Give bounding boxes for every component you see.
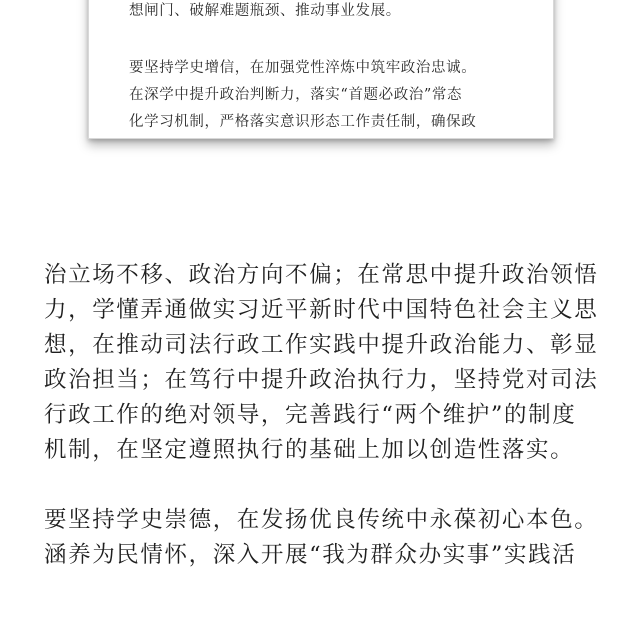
- article-paragraph-1: [44, 258, 604, 468]
- card-paragraph-1: [129, 0, 529, 25]
- article-line: 政治担当；在笃行中提升政治执行力，坚持党对司法: [44, 367, 599, 393]
- card-line: 要坚持学史增信，在加强党性淬炼中筑牢政治忠诚。: [129, 60, 477, 76]
- card-frame: [88, 0, 554, 139]
- article-line: 机制，在坚定遵照执行的基础上加以创造性落实。: [44, 437, 575, 463]
- article-paragraph-2: [44, 503, 604, 573]
- article-line: 要坚持学史崇德，在发扬优良传统中永葆初心本色。: [44, 507, 599, 533]
- article-line: 想，在推动司法行政工作实践中提升政治能力、彰显: [44, 332, 599, 358]
- article-line: 治立场不移、政治方向不偏；在常思中提升政治领悟: [44, 262, 599, 288]
- card-line: 在深学中提升政治判断力，落实“首题必政治”常态: [129, 87, 463, 103]
- card-line: 想闸门、破解难题瓶颈、推动事业发展。: [129, 3, 401, 19]
- quoted-image-card: [88, 0, 552, 138]
- article-line: 行政工作的绝对领导，完善践行“两个维护”的制度: [44, 402, 577, 428]
- card-line: 化学习机制，严格落实意识形态工作责任制，确保政: [129, 114, 477, 130]
- article-line: 涵养为民情怀，深入开展“我为群众办实事”实践活: [44, 542, 577, 568]
- card-paragraph-2: [129, 55, 529, 136]
- article-line: 力，学懂弄通做实习近平新时代中国特色社会主义思: [44, 297, 599, 323]
- article-body: [44, 258, 604, 573]
